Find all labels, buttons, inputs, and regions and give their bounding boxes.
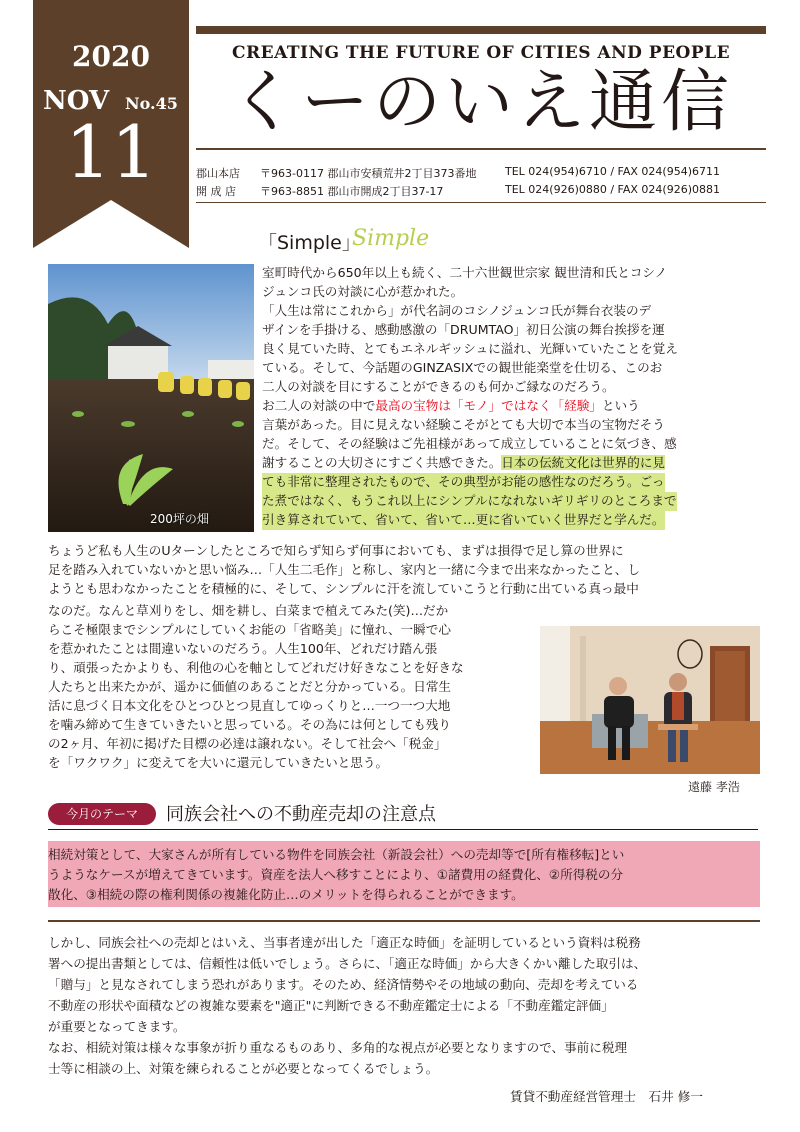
paragraph-line: 良く見ていた時、とてもエネルギッシュに溢れ、光輝いていたことを覚え [262,341,678,356]
theme-title: 同族会社への不動産売却の注意点 [166,804,436,825]
paragraph-line: ザインを手掛ける、感動感激の「DRUMTAO」初日公演の舞台挨拶を運 [262,322,665,337]
header-rule-thin [196,202,766,203]
line-text: 謝することの大切さにすごく共感できた。 [262,455,502,470]
treasure-quote: 最高の宝物は「モノ」ではなく「経験」 [375,398,602,413]
author-photo-caption: 遠藤 孝浩 [688,780,740,794]
field-photo-caption: 200坪の畑 [150,512,209,526]
summary-line: うようなケースが増えてきています。資産を法人へ移すことにより、①諸費用の経費化、②所得税の分 [48,867,624,882]
article-heading: 「Simple」 [258,232,361,254]
banner-year: 2020 [72,40,150,73]
paragraph-line: 士等に相談の上、対策を練られることが必要となってくるでしょう。 [48,1061,439,1076]
field-photo [48,264,254,532]
paragraph-line: 室町時代から650年以上も続く、二十六世観世宗家 観世清和氏とコシノ [262,265,668,280]
paragraph-line: ちょうど私も人生のUターンしたところで知らず知らず何事においても、まずは損得で足し算の世界に [48,543,624,558]
paragraph-line: を「ワクワク」に変えてを大いに還元していきたいと思う。 [48,755,389,770]
theme-rule [48,829,758,830]
paragraph-line: 二人の対談を目にすることができるのも何かご縁なのだろう。 [262,379,615,394]
paragraph-line: なのだ。なんと草刈りをし、畑を耕し、白菜まで植えてみた(笑)…だか [48,603,449,618]
date-banner [33,0,189,248]
paragraph-line: だ。そして、その経験はご先祖様があって成立していることに気づき、感 [262,436,677,451]
highlighted-line: た煮ではなく、もうこれ以上にシンプルになれないギリギリのところまで [262,492,677,511]
header-rule [196,148,766,150]
line-text: お二人の対談の中で [262,398,376,413]
header-top-bar [196,26,766,34]
office-name: 郡山本店 [196,167,240,180]
paragraph-line: が重要となってきます。 [48,1019,186,1034]
paragraph-line: の2ヶ月、年初に掲げた目標の必達は譲れない。そして社会へ「税金」 [48,736,447,751]
paragraph-line: ようとも思わなかったことを積極的に、そして、シンプルに汗を流していこうと行動に出ている真っ最中 [48,581,639,596]
paragraph-line: ている。そして、今話題のGINZASIXでの観世能楽堂を仕切る、このお [262,360,663,375]
article-heading-script: Simple [352,226,430,251]
office-address: 〒963-8851 郡山市開成2丁目37-17 [260,185,444,198]
paragraph-line: なお、相続対策は様々な事象が折り重なるものあり、多角的な視点が必要となりますので、事前に税理 [48,1040,628,1055]
paragraph-line [262,454,665,473]
paragraph-line: しかし、同族会社への売却とはいえ、当事者達が出した「適正な時価」を証明しているという資料は税務 [48,935,641,950]
paragraph-line [262,397,640,416]
section-rule [48,920,760,922]
highlighted-line: ても非常に整理されたもので、その典型がお能の感性なのだろう。ごっ [262,473,665,492]
paragraph-line: らこそ極限までシンプルにしていくお能の「省略美」に憧れ、一瞬で心 [48,622,451,637]
paragraph-line: 「人生は常にこれから」が代名詞のコシノジュンコ氏が舞台衣装のデ [262,303,652,318]
summary-line: 相続対策として、大家さんが所有している物件を同族会社（新設会社）への売却等で[所有権移転]とい [48,847,625,862]
paragraph-line: を惹かれたことは間違いないのだろう。人生100年、どれだけ踏ん張 [48,641,438,656]
paragraph-line: を噛み締めて生きていきたいと思っている。その為には何としても残り [48,717,451,732]
banner-day: 11 [65,110,157,194]
paragraph-line: り、頑張ったかよりも、利他の心を軸としてどれだけ好きなことを好きな [48,660,464,675]
paragraph-line: 不動産の形状や面積などの複雑な要素を"適正"に判断できる不動産鑑定士による「不動産鑑定評価」 [48,998,614,1013]
office-address: 〒963-0117 郡山市安積荒井2丁目373番地 [260,167,477,180]
author-photo [540,626,760,774]
summary-line: 散化、③相続の際の権利関係の複雑化防止…のメリットを得られることができます。 [48,887,524,902]
theme-author-signature: 賃貸不動産経営管理士 石井 修一 [510,1089,703,1104]
office-name: 開 成 店 [196,185,236,198]
banner-issue: No.45 [125,94,178,113]
line-text: という [601,398,640,413]
highlighted-line: 引き算されていて、省いて、省いて…更に省いていく世界だと学んだ。 [262,511,665,530]
paragraph-line: 人たちと出来たかが、遥かに価値のあることだと分かっている。日常生 [48,679,451,694]
paragraph-line: ジュンコ氏の対談に心が惹かれた。 [262,284,464,299]
paragraph-line: 署への提出書類としては、信頼性は低いでしょう。さらに、「適正な時価」から大きくかい離した取引は、 [48,956,647,971]
theme-badge: 今月のテーマ [48,803,156,825]
paragraph-line: 言葉があった。目に見えない経験こそがとても大切で本当の宝物だそう [262,417,665,432]
office-phone: TEL 024(926)0880 / FAX 024(926)0881 [505,183,721,196]
banner-month: NOV [43,86,110,116]
paragraph-line: 活に息づく日本文化をひとつひとつ見直してゆっくりと…一つ一つ大地 [48,698,451,713]
office-phone: TEL 024(954)6710 / FAX 024(954)6711 [505,165,721,178]
header-subtitle: CREATING THE FUTURE OF CITIES AND PEOPLE [231,43,731,63]
newsletter-title: くーのいえ通信 [228,63,733,142]
highlighted-text: 日本の伝統文化は世界的に見 [501,455,665,470]
paragraph-line: 足を踏み入れていないかと思い悩み…「人生二毛作」と称し、家内と一緒に今まで出来なかったこと、し [48,562,640,577]
paragraph-line: 「贈与」と見なされてしまう恐れがあります。そのため、経済情勢やその地域の動向、売却を考えている [48,977,639,992]
